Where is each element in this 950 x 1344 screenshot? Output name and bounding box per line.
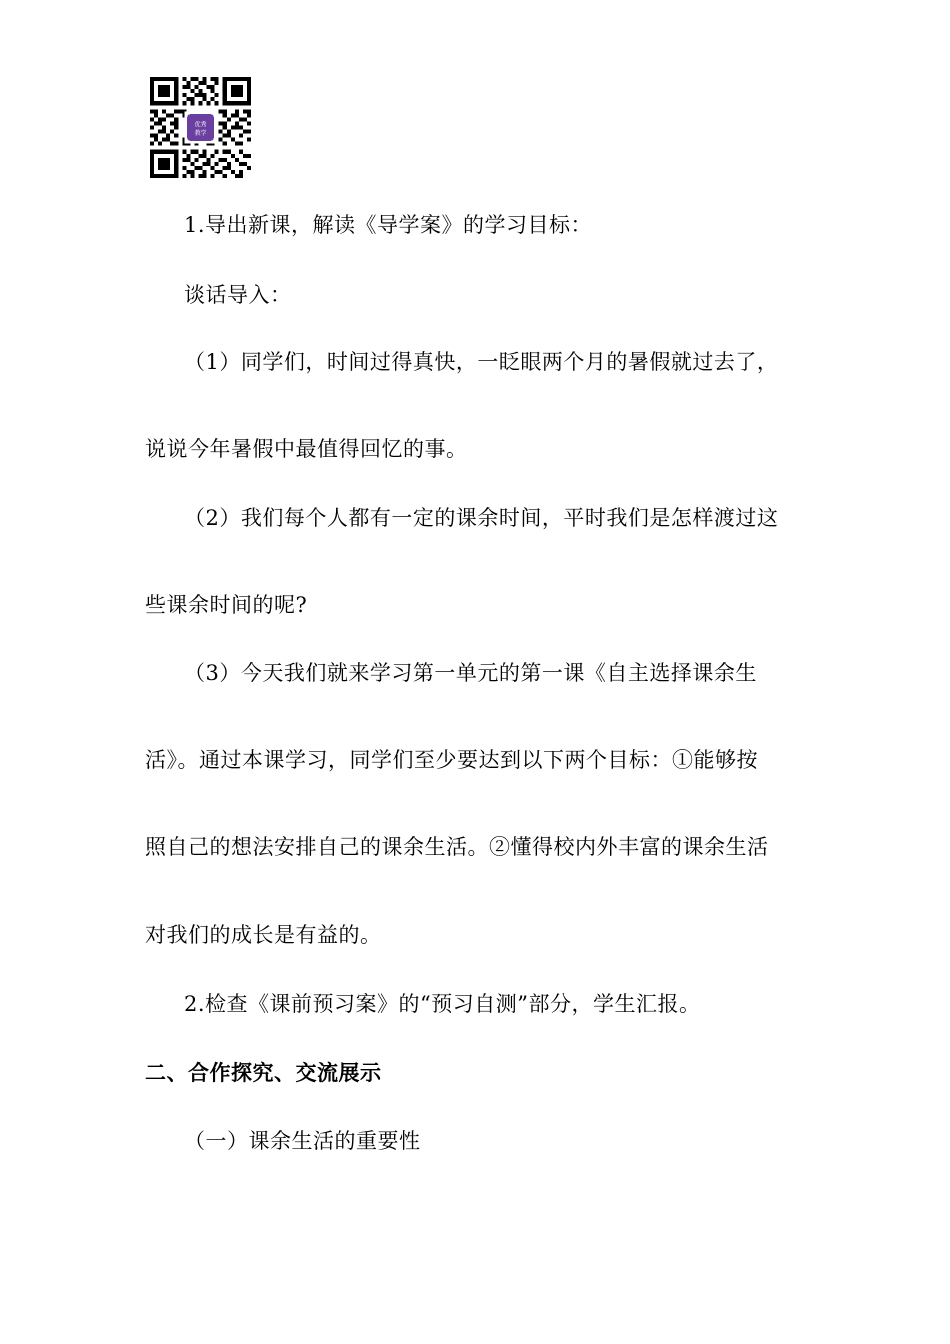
subsection-heading: （一）课余生活的重要性: [184, 1129, 421, 1153]
qr-logo-text-1: 优秀: [194, 121, 207, 129]
text-line-9: 照自己的想法安排自己的课余生活。②懂得校内外丰富的课余生活: [145, 835, 769, 859]
text-line-1: 1.导出新课，解读《导学案》的学习目标：: [184, 213, 593, 237]
text-line-5: （2）我们每个人都有一定的课余时间，平时我们是怎样渡过这: [184, 506, 779, 530]
qr-logo-text-2: 教学: [194, 130, 207, 138]
text-line-2: 谈话导入：: [184, 283, 292, 307]
text-line-7: （3）今天我们就来学习第一单元的第一课《自主选择课余生: [184, 661, 757, 685]
text-line-3: （1）同学们，时间过得真快，一眨眼两个月的暑假就过去了，: [184, 350, 779, 374]
text-line-10: 对我们的成长是有益的。: [145, 923, 382, 947]
qr-code: [150, 77, 251, 178]
section-heading: 二、合作探究、交流展示: [145, 1061, 382, 1085]
text-line-8: 活》。通过本课学习，同学们至少要达到以下两个目标：①能够按: [145, 748, 758, 772]
text-line-11: 2.检查《课前预习案》的“预习自测”部分，学生汇报。: [184, 992, 701, 1016]
text-line-4: 说说今年暑假中最值得回忆的事。: [145, 437, 468, 461]
text-line-6: 些课余时间的呢?: [145, 593, 308, 617]
